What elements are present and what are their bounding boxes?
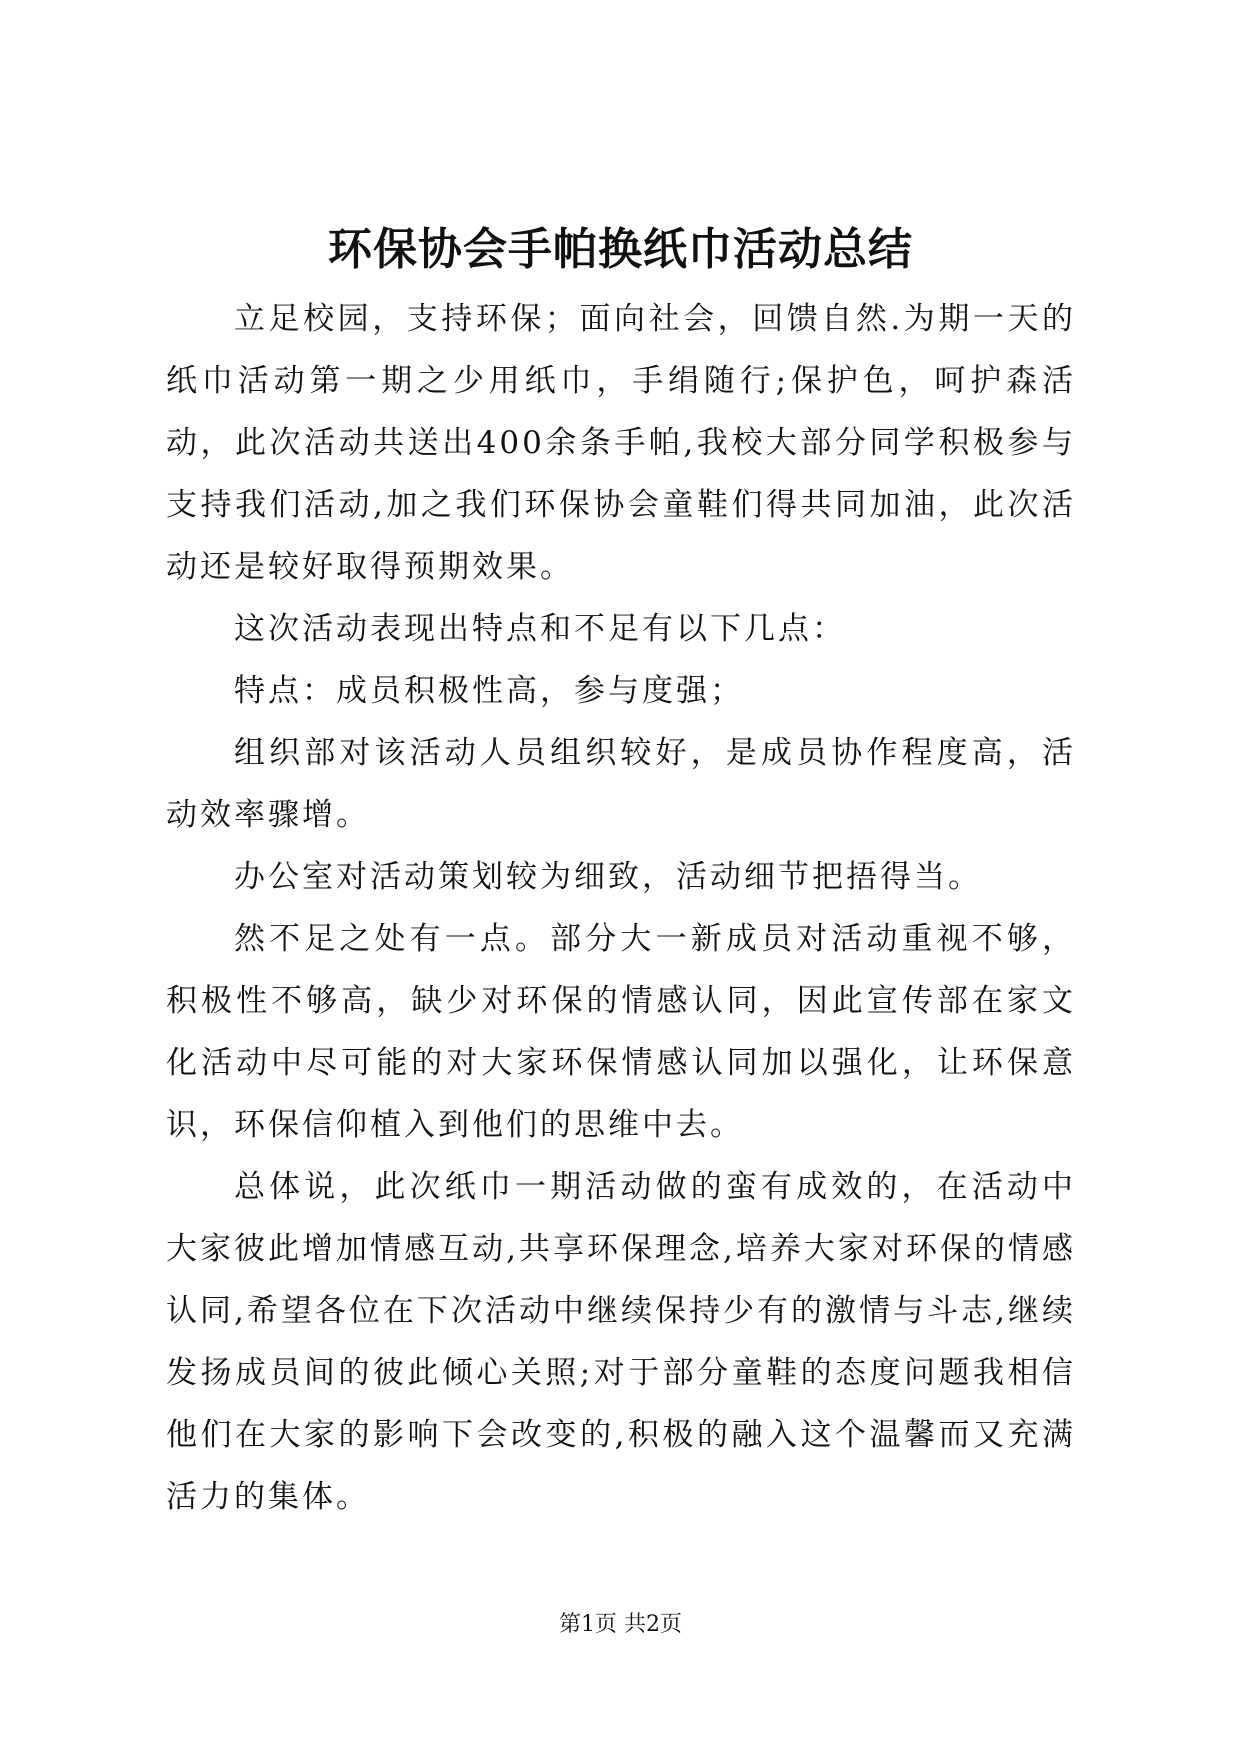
document-body — [166, 288, 1076, 1528]
paragraph-overview: 这次活动表现出特点和不足有以下几点： — [234, 611, 846, 647]
paragraph-features: 特点：成员积极性高，参与度强； — [234, 673, 744, 709]
paragraph-shortcomings: 然不足之处有一点。部分大一新成员对活动重视不够，积极性不够高，缺少对环保的情感认同，因此宣传部在家文化活动中尽可能的对大家环保情感认同加以强化，让环保意识，环保信仰植入到他们的思维中去。 — [166, 921, 1076, 1143]
paragraph-intro: 立足校园，支持环保；面向社会，回馈自然.为期一天的纸巾活动第一期之少用纸巾，手绢随行;保护色，呵护森活动，此次活动共送出400余条手帕,我校大部分同学积极参与支持我们活动,加之我们环保协会童鞋们得共同加油，此次活动还是较好取得预期效果。 — [166, 301, 1076, 585]
paragraph-office: 办公室对活动策划较为细致，活动细节把捂得当。 — [234, 859, 982, 895]
page-number-footer: 第1页 共2页 — [559, 1612, 682, 1637]
document-title: 环保协会手帕换纸巾活动总结 — [328, 224, 913, 275]
paragraph-organization: 组织部对该活动人员组织较好，是成员协作程度高，活动效率骤增。 — [166, 735, 1076, 833]
paragraph-conclusion: 总体说，此次纸巾一期活动做的蛮有成效的，在活动中大家彼此增加情感互动,共享环保理念,培养大家对环保的情感认同,希望各位在下次活动中继续保持少有的激情与斗志,继续发扬成员间的彼此倾心关照;对于部分童鞋的态度问题我相信他们在大家的影响下会改变的,积极的融入这个温馨而又充满活力的集体。 — [166, 1169, 1076, 1515]
